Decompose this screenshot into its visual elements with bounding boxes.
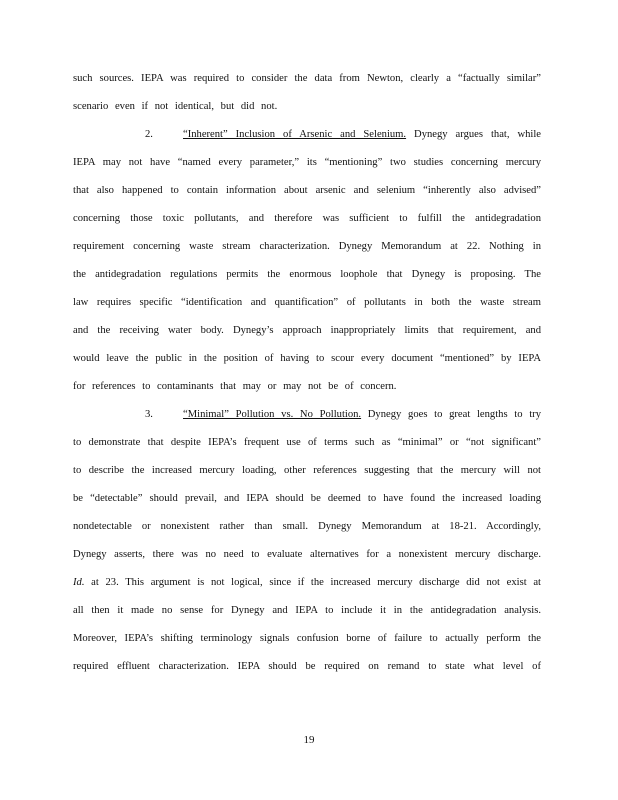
id-citation-line <box>73 576 541 590</box>
body-line: scenario even if not identical, but did not. <box>73 101 278 112</box>
body-line: Dynegy asserts, there was no need to evaluate alternatives for a nonexistent mercury discharge. <box>73 549 541 560</box>
body-line: all then it made no sense for Dynegy and IEPA to include it in the antidegradation analysis. <box>73 605 541 616</box>
body-line: concerning those toxic pollutants, and therefore was sufficient to fulfill the antidegradation <box>73 213 541 224</box>
body-line: the antidegradation regulations permits the enormous loophole that Dynegy is proposing. The <box>73 269 541 280</box>
page-number: 19 <box>303 734 315 746</box>
body-line: requirement concerning waste stream characterization. Dynegy Memorandum at 22. Nothing in <box>73 241 541 252</box>
body-line: such sources. IEPA was required to consider the data from Newton, clearly a “factually similar” <box>73 73 541 84</box>
body-line: nondetectable or nonexistent rather than small. Dynegy Memorandum at 18-21. Accordingly, <box>73 521 541 532</box>
body-line: be “detectable” should prevail, and IEPA should be deemed to have found the increased loading <box>73 493 541 504</box>
body-line: required effluent characterization. IEPA should be required on remand to state what level of <box>73 661 541 672</box>
paragraph-2-first-line <box>145 128 541 142</box>
paragraph-2-number: 2. <box>145 129 153 140</box>
body-line: would leave the public in the position of having to scour every document “mentioned” by IEPA <box>73 353 541 364</box>
paragraph-2-text: Dynegy argues that, while <box>406 129 541 140</box>
paragraph-3-heading: “Minimal” Pollution vs. No Pollution. <box>183 409 362 420</box>
body-line: for references to contaminants that may or may not be of concern. <box>73 381 397 392</box>
id-citation: Id. <box>73 577 85 588</box>
body-line: Moreover, IEPA’s shifting terminology signals confusion borne of failure to actually perform the <box>73 633 541 644</box>
paragraph-3-text: Dynegy goes to great lengths to try <box>361 409 541 420</box>
paragraph-2-heading: “Inherent” Inclusion of Arsenic and Selenium. <box>183 129 407 140</box>
body-line: to demonstrate that despite IEPA’s frequent use of terms such as “minimal” or “not significant” <box>73 437 541 448</box>
paragraph-3-number: 3. <box>145 409 153 420</box>
body-line: IEPA may not have “named every parameter,” its “mentioning” two studies concerning mercury <box>73 157 541 168</box>
body-line: that also happened to contain information about arsenic and selenium “inherently also advised” <box>73 185 541 196</box>
body-line: and the receiving water body. Dynegy’s approach inappropriately limits that requirement, and <box>73 325 541 336</box>
id-citation-text: at 23. This argument is not logical, since if the increased mercury discharge did not exist at <box>84 577 541 588</box>
body-line: to describe the increased mercury loading, other references suggesting that the mercury will not <box>73 465 541 476</box>
body-line: law requires specific “identification and quantification” of pollutants in both the waste stream <box>73 297 541 308</box>
paragraph-3-first-line <box>145 408 541 422</box>
